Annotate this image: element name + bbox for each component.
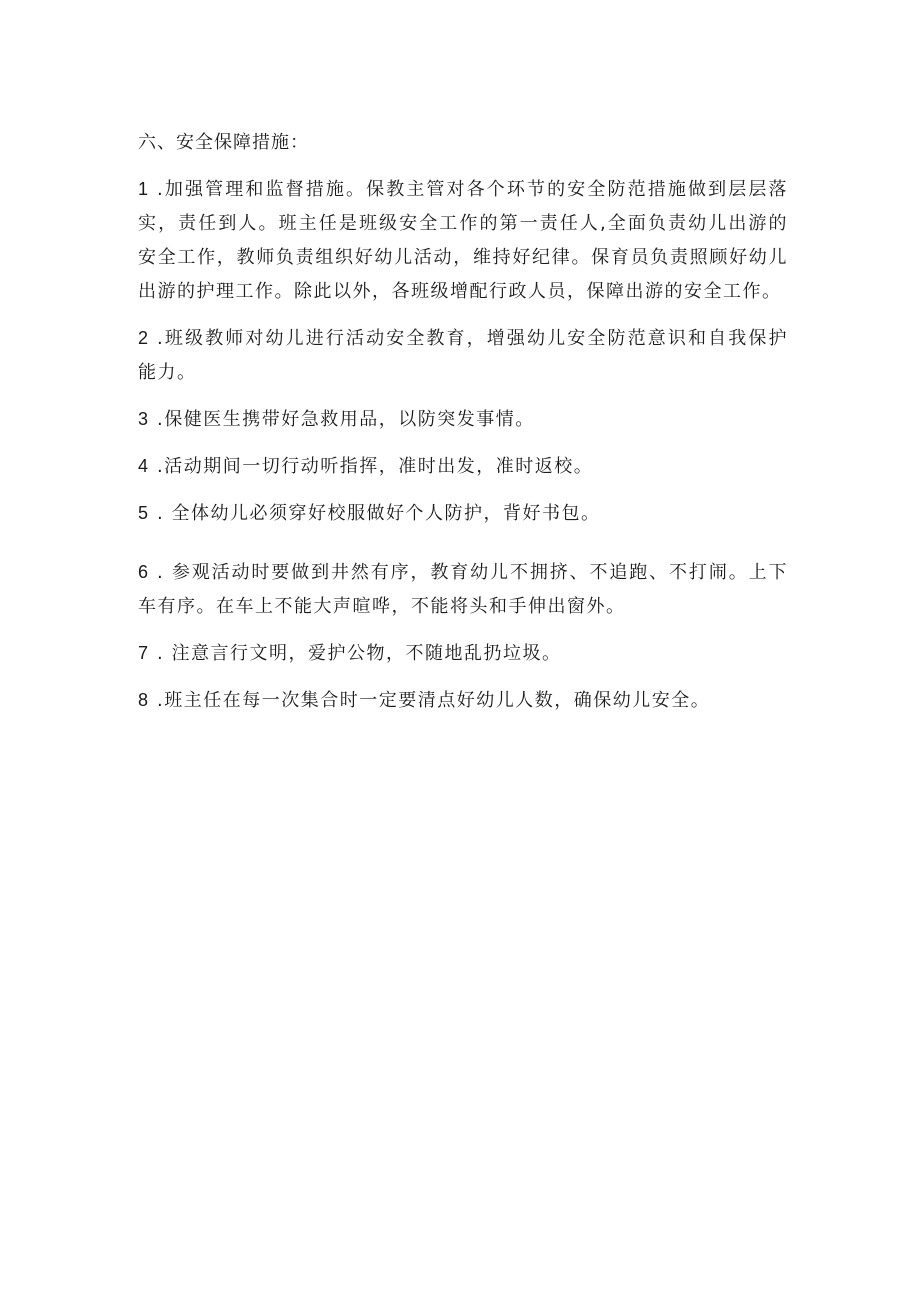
item-number: 3 [138, 409, 149, 429]
item-number: 7 [138, 643, 149, 663]
item-text: .活动期间一切行动听指挥，准时出发，准时返校。 [157, 456, 594, 477]
list-item-2 [138, 321, 788, 390]
item-text: . 参观活动时要做到井然有序，教育幼儿不拥挤、不追跑、不打闹。上下车有序。在车上不能大声暄哗，不能将头和手伸出窗外。 [138, 562, 788, 617]
item-number: 5 [138, 503, 149, 523]
section-heading: 六、安全保障措施： [138, 132, 309, 153]
list-item-5 [138, 496, 788, 531]
list-item-7 [138, 636, 788, 671]
list-item-8 [138, 683, 788, 718]
item-number: 6 [138, 562, 149, 582]
item-text: . 全体幼儿必须穿好校服做好个人防护，背好书包。 [157, 503, 601, 524]
item-text: .班级教师对幼儿进行活动安全教育，增强幼儿安全防范意识和自我保护能力。 [138, 328, 788, 383]
list-item-1 [138, 172, 788, 309]
document-body [138, 126, 788, 730]
item-number: 4 [138, 456, 149, 476]
list-item-6 [138, 555, 788, 624]
item-text: .班主任在每一次集合时一定要清点好幼儿人数，确保幼儿安全。 [157, 690, 711, 711]
list-item-4 [138, 449, 788, 484]
item-number: 8 [138, 690, 149, 710]
item-number: 1 [138, 179, 149, 199]
item-text: .加强管理和监督措施。保教主管对各个环节的安全防范措施做到层层落实，责任到人。班主任是班级安全工作的第一责任人,全面负责幼儿出游的安全工作，教师负责组织好幼儿活动，维持好纪律。保育员负责照顾好幼儿出游的护理工作。除此以外，各班级增配行政人员，保障出游的安全工作。 [138, 179, 788, 302]
list-item-3 [138, 402, 788, 437]
item-text: . 注意言行文明，爱护公物，不随地乱扔垃圾。 [157, 643, 562, 664]
item-text: .保健医生携带好急救用品，以防突发事情。 [157, 409, 535, 430]
item-number: 2 [138, 328, 149, 348]
